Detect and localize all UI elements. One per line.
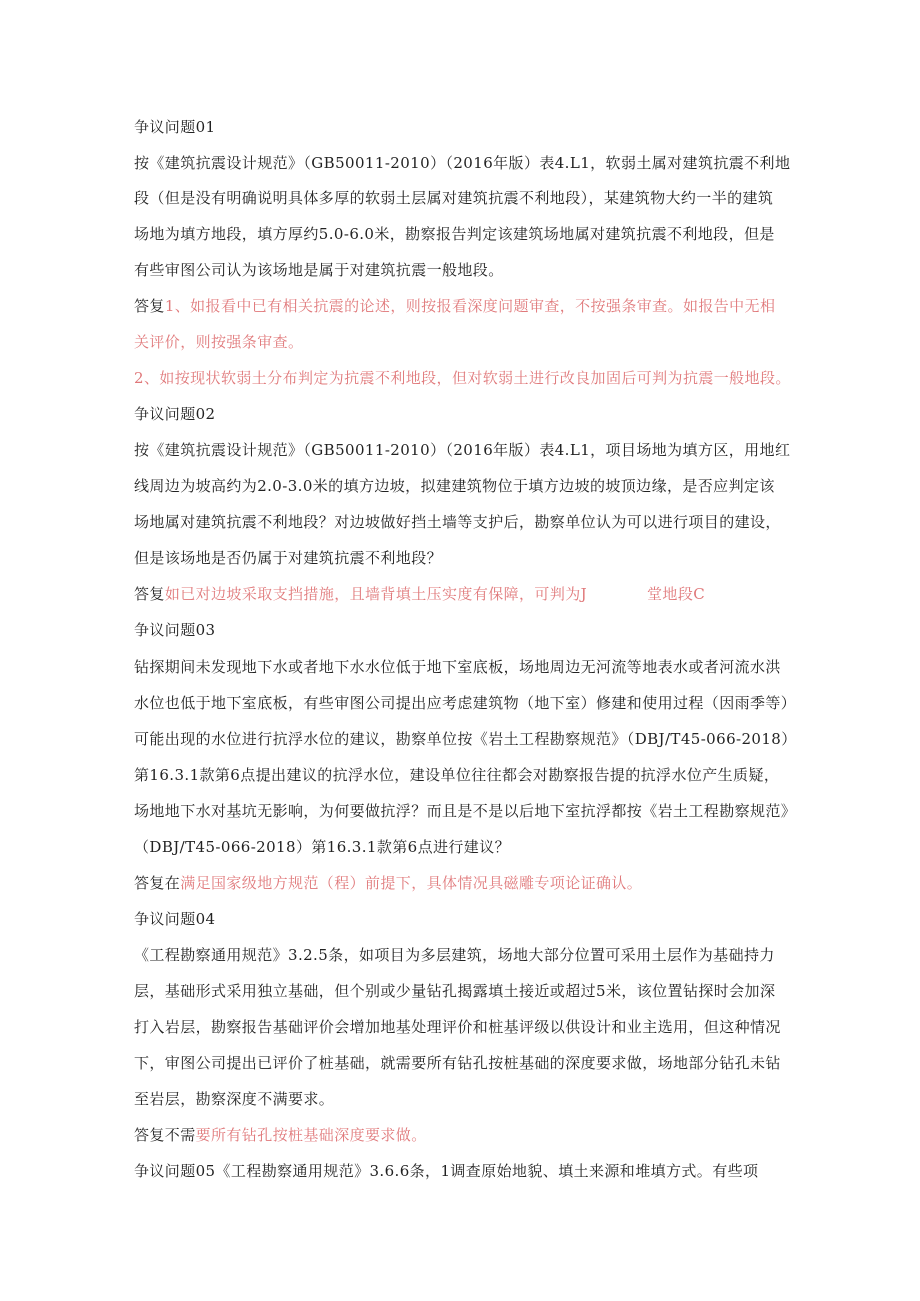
reply-text: 1、如报看中已有相关抗震的论述，则按报看深度问题审查，不按强条审查。如报告中无相 bbox=[164, 297, 776, 315]
q03-title: 争议问题03 bbox=[134, 621, 216, 639]
q01-body-line: 场地为填方地段，填方厚约5.0-6.0米，勘察报告判定该建筑场地属对建筑抗震不利地段，但是 bbox=[134, 225, 775, 243]
q04-body-line: 下，审图公司提出已评价了桩基础，就需要所有钻孔按桩基础的深度要求做，场地部分钻孔未钻 bbox=[134, 1054, 781, 1072]
q02-body-line: 线周边为坡高约为2.0-3.0米的填方边坡，拟建建筑物位于填方边坡的坡顶边缘，是否应判定该 bbox=[134, 477, 775, 495]
q03-body-line: 第16.3.1款第6点提出建议的抗浮水位，建设单位往往都会对勘察报告提的抗浮水位产生质疑， bbox=[134, 766, 780, 784]
q01-reply-line: 关评价，则按强条审查。 bbox=[134, 333, 304, 351]
q04-body-line: 《工程勘察通用规范》3.2.5条，如项目为多层建筑，场地大部分位置可采用土层作为基础持力 bbox=[134, 946, 775, 964]
reply-prefix: 答复在 bbox=[134, 874, 181, 892]
q05-title-line: 争议问题05《工程勘察通用规范》3.6.6条，1调查原始地貌、填土来源和堆填方式。有些项 bbox=[134, 1162, 759, 1180]
q01-reply-line: 2、如按现状软弱土分布判定为抗震不利地段，但对软弱土进行改良加固后可判为抗震一般地段。 bbox=[134, 369, 791, 387]
reply-text: 如已对边坡采取支挡措施，且墙背填土压实度有保障，可判为J bbox=[164, 585, 588, 603]
q01-title: 争议问题01 bbox=[134, 118, 216, 136]
reply-prefix: 答复不需 bbox=[134, 1126, 196, 1144]
q04-body-line: 打入岩层，勘察报告基础评价会增加地基处理评价和桩基评级以供设计和业主选用，但这种情况 bbox=[134, 1018, 781, 1036]
q02-body-line: 但是该场地是否仍属于对建筑抗震不利地段？ bbox=[134, 549, 443, 567]
q03-body-line: 钻探期间未发现地下水或者地下水水位低于地下室底板，场地周边无河流等地表水或者河流水洪 bbox=[134, 658, 781, 676]
q03-body-line: 水位也低于地下室底板，有些审图公司提出应考虑建筑物（地下室）修建和使用过程（因雨季等） bbox=[134, 694, 797, 712]
q04-body-line: 层，基础形式采用独立基础，但个别或少量钻孔揭露填土接近或超过5米，该位置钻探时会加深 bbox=[134, 982, 776, 1000]
q02-body-line: 场地属对建筑抗震不利地段？对边坡做好挡土墙等支护后，勘察单位认为可以进行项目的建设， bbox=[134, 513, 781, 531]
reply-prefix: 答复 bbox=[134, 585, 165, 603]
q03-body-line: 场地地下水对基坑无影响，为何要做抗浮？而且是不是以后地下室抗浮都按《岩土工程勘察规范》 bbox=[134, 802, 797, 820]
reply-text: 满足国家级地方规范（程）前提下，具体情况具磁雕专项论证确认。 bbox=[180, 874, 643, 892]
reply-text: 要所有钻孔按桩基础深度要求做。 bbox=[195, 1126, 427, 1144]
q03-reply-line bbox=[134, 873, 642, 893]
q01-body-line: 段（但是没有明确说明具体多厚的软弱土层属对建筑抗震不利地段），某建筑物大约一半的建筑 bbox=[134, 189, 774, 207]
q03-body-line: 可能出现的水位进行抗浮水位的建议，勘察单位按《岩土工程勘察规范》（DBJ/T45-066-2018） bbox=[134, 730, 797, 748]
q01-body-line: 按《建筑抗震设计规范》（GB50011-2010）（2016年版）表4.L1，软弱土属对建筑抗震不利地 bbox=[134, 154, 791, 172]
q04-title: 争议问题04 bbox=[134, 910, 216, 928]
q04-reply-line bbox=[134, 1125, 427, 1145]
reply-text: 堂地段C bbox=[647, 585, 706, 603]
q03-body-line: （DBJ/T45-066-2018）第16.3.1款第6点进行建议？ bbox=[134, 838, 511, 856]
q02-reply-line bbox=[134, 584, 705, 604]
q04-body-line: 至岩层，勘察深度不满要求。 bbox=[134, 1090, 335, 1108]
q01-reply-line bbox=[134, 296, 775, 316]
q01-body-line: 有些审图公司认为该场地是属于对建筑抗震一般地段。 bbox=[134, 261, 504, 279]
q02-title: 争议问题02 bbox=[134, 405, 216, 423]
q02-body-line: 按《建筑抗震设计规范》（GB50011-2010）（2016年版）表4.L1，项目场地为填方区，用地红 bbox=[134, 441, 791, 459]
reply-prefix: 答复 bbox=[134, 297, 165, 315]
